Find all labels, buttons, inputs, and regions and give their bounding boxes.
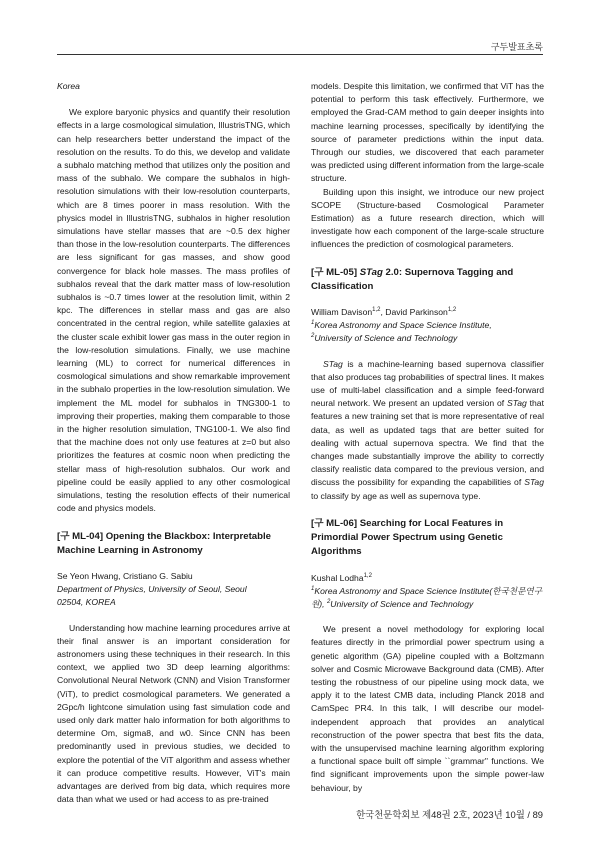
authors-ml04: Se Yeon Hwang, Cristiano G. Sabiu [57, 570, 193, 581]
abstract-continuation-2: Building upon this insight, we introduce our new project SCOPE (Structure-based Cosmological Parameter Estimation) as a future research direction, which will investigate how each component of the large-scale structure influences the prediction of cosmological parameters. [311, 186, 544, 250]
abstract-ml05-part3: to classify by age as well as supernova type. [311, 490, 481, 501]
affiliation-ml04-line2: 02504, KOREA [57, 597, 116, 608]
author-davison: William Davison [311, 307, 373, 318]
title-prefix-ml05: [구 ML-05] [311, 266, 360, 278]
title-stag-ml05: STag [359, 266, 383, 278]
abstract-ml04: Understanding how machine learning procedures arrive at their final answer is an important consideration for astronomers using these techniques in their research. In this context, we applied two 3D deep learning algorithms: Convolutional Neural Network (CNN) and Vision Transformer (ViT), to predict cosmological parameters. We generated a 2Gpc/h lightcone simulation using fast simulation code and used only dark matter halo information for both algorithms to determine Om, sigma8, and w0. Since CNN has been predominantly used in previous studies, we decided to explore the potential of the ViT algorithm and assess whether it can produce competitive results. However, ViT's main advantages are derived from big data, which requires more data than what we used or had access to as pre-trained [57, 622, 290, 805]
paper-title-ml06: [구 ML-06] Searching for Local Features in Primordial Power Spectrum using Genetic Algorithms [311, 517, 504, 558]
stag-em-3: STag [524, 477, 544, 488]
aff2-num-ml06: 2 [326, 599, 331, 606]
aff1-ml06: Korea Astronomy and Space Science Institute(한국천문연구원), [311, 585, 543, 609]
aff2-ml06: University of Science and Technology [330, 598, 474, 609]
abstract-paragraph: We explore baryonic physics and quantify their resolution effects in a large cosmological simulation, IllustrisTNG, which can help researchers better understand the impact of the resolution on the results. To do this, we develop and validate a subhalo matching method that utilizes only the position and mass of the subhalo. We compare the subhalos in high-resolution simulations with their low-resolution counterparts, which are 8 times poorer in mass resolution. With the physics model in IllustrisTNG, subhalos in higher resolution simulations have stellar masses that are ~0.5 dex higher than those in the low-resolution counterparts. The differences are less significant for gas masses, and show good convergence for black hole masses. The mass profiles of subhalos reveal that the dark matter mass of low-resolution subhalos is ~0.7 times lower at the resolution limit, within 2 kpc. The differences in stellar mass and gas are also concentrated in the central region, while satellite galaxies at the cluster scale exhibit lower gas mass in the outer region in the low-resolution simulations. Finally, we use machine learning (ML) to correct for numerical differences in cosmological simulations and show remarkable improvement in the subhalo properties in the low-resolution simulation. We implement the ML model for subhalos in TNG300-1 to improving their properties, making them comparable to those in the higher resolution simulation, TNG100-1. We also find that the machine does not only use features at z=0 but also prioritizes the features at cosmic noon when predicting the stellar mass of high-resolution subhalos. Our work and pipeline could be easily applied to any other cosmological simulations, testing the resolution effects of their numerical code and physics models. [57, 107, 290, 514]
aff1-num-ml06: 1 [311, 585, 315, 592]
abstract-continuation: models. Despite this limitation, we confirmed that ViT has the potential to perform this task effectively. Furthermore, we employed the Grad-CAM method to gain deeper insights into machine learning processes, specifically by identifying the source of parameter predictions within the input data. Through our studies, we discovered that each parameter was predicted using different information from the large-scale structure. [311, 81, 544, 184]
header-rule [57, 54, 543, 55]
abstract-ml05-part2: that features a new training set that is more representative of real data, as well as updated tags that are better suited for dealing with actual supernova spectra. We find that the changes made substantially improve the ability to correctly classify realistic data compared to the previous version, and discuss the possibility for expanding the capabilities of [311, 398, 544, 488]
left-column [57, 80, 290, 806]
abstract-ml05 [311, 358, 544, 503]
stag-em-2: STag [507, 398, 527, 409]
authors-ml05 [311, 306, 544, 319]
author-lodha: Kushal Lodha [311, 572, 364, 583]
paper-title-ml04: [구 ML-04] Opening the Blackbox: Interpretable Machine Learning in Astronomy [57, 530, 271, 556]
title-rest-ml05: 2.0: Supernova Tagging and Classification [311, 266, 514, 292]
running-head: 구두발표초록 [490, 42, 543, 52]
author-parkinson: , David Parkinson [380, 307, 448, 318]
affiliation-ml06 [311, 585, 544, 611]
paper-title-ml05 [311, 266, 544, 294]
aff1-num-ml05: 1 [311, 320, 315, 327]
right-column [311, 80, 544, 795]
authors-ml06 [311, 572, 544, 585]
aff1-ml05: Korea Astronomy and Space Science Institute, [314, 320, 492, 331]
stag-em-1: STag [323, 358, 343, 369]
abstract-ml06: We present a novel methodology for exploring local features directly in the primordial power spectrum using a genetic algorithm (GA) pipeline coupled with a Boltzmann solver and Cosmic Microwave Background data (CMB). After testing the robustness of our pipeline using mock data, we apply it to the latest CMB data, including Planck 2018 and CamSpec PR4. In this talk, I will describe our model-independent approach that provides an analytical reconstruction of the power spectra that best fits the data, with the unsupervised machine learning algorithm exploring a functional space built off simple ``grammar'' functions. We find significant improvements upon the simple power-law behaviour, by [311, 624, 544, 793]
author-lodha-sup: 1,2 [363, 572, 372, 579]
aff2-num-ml05: 2 [311, 333, 315, 340]
affiliation-ml04-line1: Department of Physics, University of Seoul, Seoul [57, 584, 247, 595]
abstract-ml05-part1: is a machine-learning based supernova classifier that also produces tag probabilities of spectral lines. It makes use of multi-label classification and a simple feed-forward neural network. We present an updated version of [311, 358, 544, 409]
affiliation-tail: Korea [57, 81, 80, 91]
affiliation-ml04 [57, 583, 290, 609]
affiliation-ml05 [311, 319, 544, 345]
author-davison-sup: 1,2 [372, 307, 381, 314]
author-parkinson-sup: 1,2 [447, 307, 457, 314]
page-footer: 한국천문학회보 제48권 2호, 2023년 10월 / 89 [356, 809, 543, 820]
aff2-ml05: University of Science and Technology [314, 333, 458, 344]
